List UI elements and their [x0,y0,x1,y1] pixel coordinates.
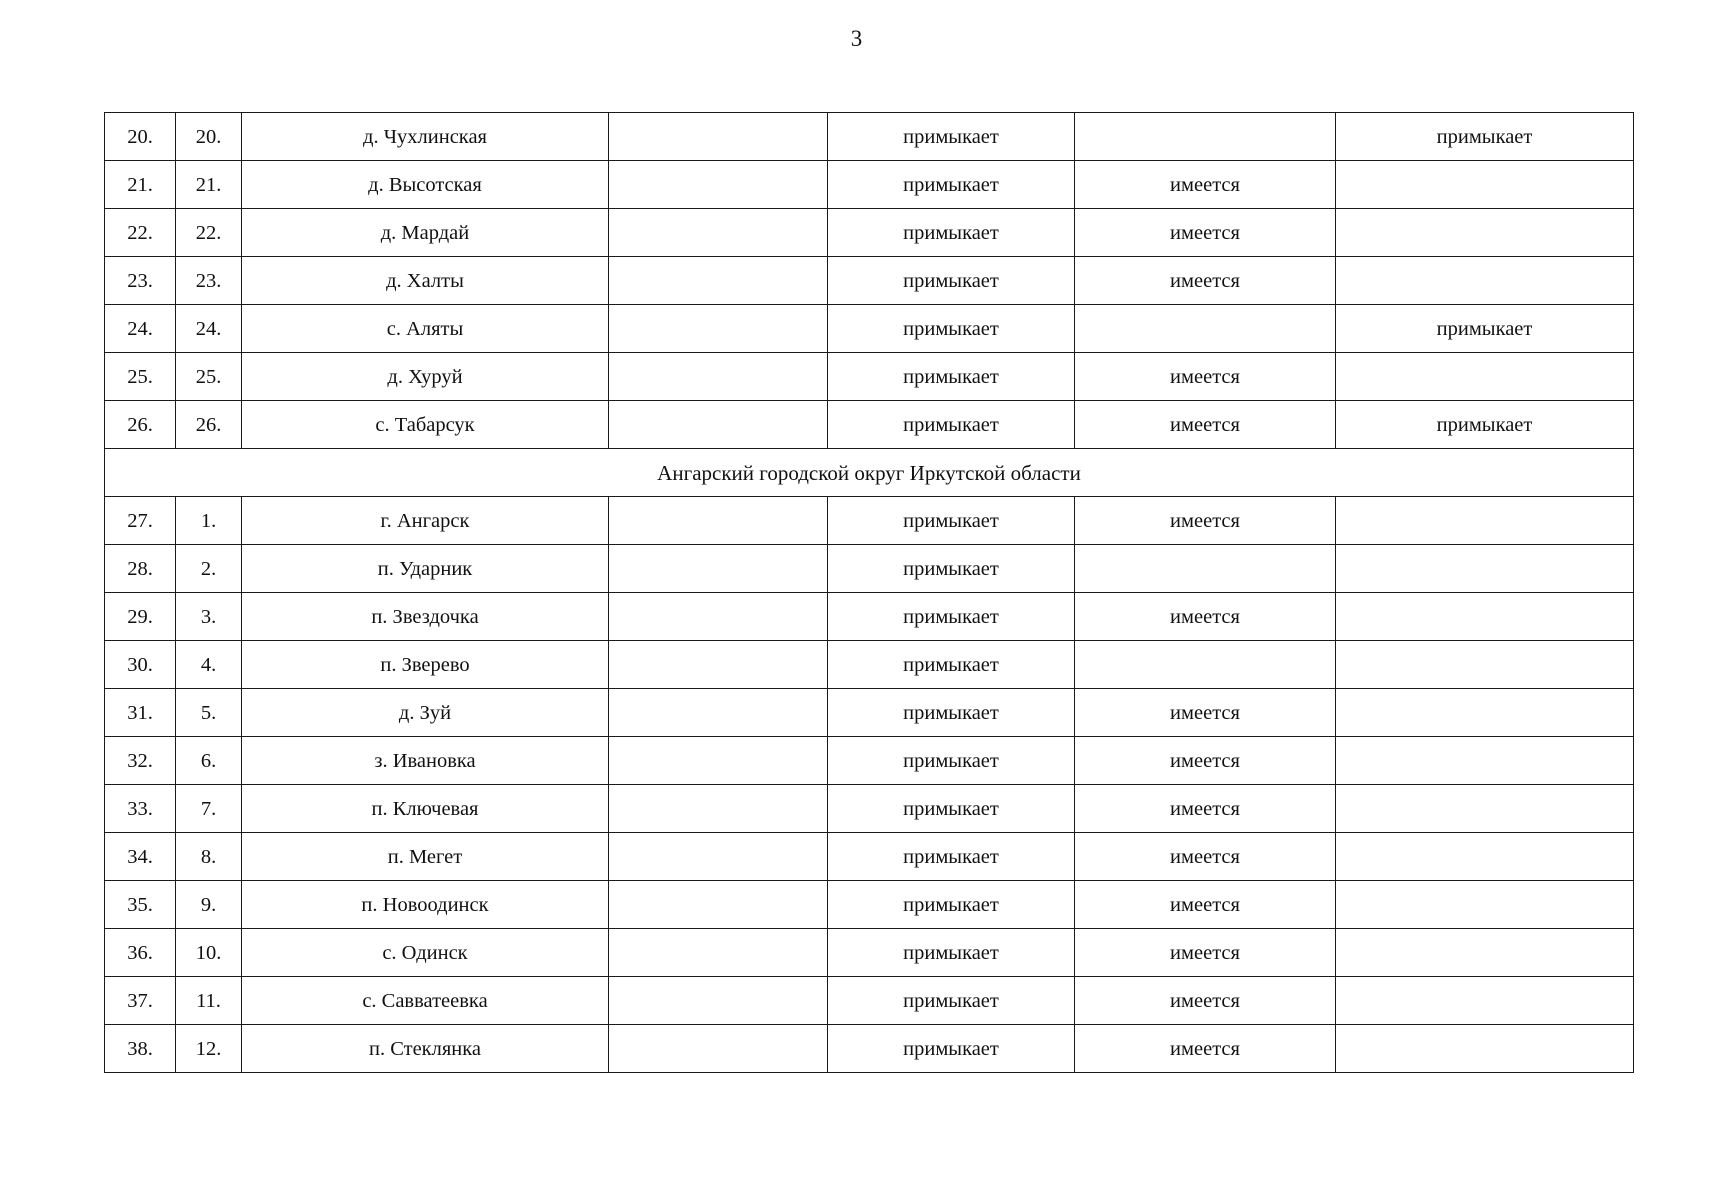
settlement-name-cell: д. Чухлинская [242,113,609,161]
column-4-cell [609,785,828,833]
settlement-name-cell: п. Зверево [242,641,609,689]
sub-number-cell: 11. [176,977,242,1025]
column-4-cell [609,305,828,353]
column-6-cell [1075,545,1336,593]
row-number-cell: 25. [105,353,176,401]
sub-number-cell: 5. [176,689,242,737]
column-4-cell [609,497,828,545]
column-6-cell: имеется [1075,737,1336,785]
column-4-cell [609,737,828,785]
row-number-cell: 27. [105,497,176,545]
column-5-cell: примыкает [828,401,1075,449]
column-6-cell: имеется [1075,929,1336,977]
row-number-cell: 20. [105,113,176,161]
column-4-cell [609,353,828,401]
sub-number-cell: 23. [176,257,242,305]
table-row [105,113,1634,161]
column-6-cell: имеется [1075,833,1336,881]
row-number-cell: 28. [105,545,176,593]
column-6-cell [1075,641,1336,689]
sub-number-cell: 6. [176,737,242,785]
row-number-cell: 24. [105,305,176,353]
row-number-cell: 26. [105,401,176,449]
sub-number-cell: 21. [176,161,242,209]
column-7-cell [1336,353,1634,401]
settlement-name-cell: д. Зуй [242,689,609,737]
column-6-cell: имеется [1075,689,1336,737]
column-6-cell: имеется [1075,161,1336,209]
column-5-cell: примыкает [828,305,1075,353]
settlement-name-cell: с. Одинск [242,929,609,977]
column-7-cell [1336,257,1634,305]
settlement-name-cell: с. Савватеевка [242,977,609,1025]
settlement-name-cell: п. Ударник [242,545,609,593]
column-7-cell: примыкает [1336,113,1634,161]
column-7-cell: примыкает [1336,305,1634,353]
column-5-cell: примыкает [828,929,1075,977]
section-heading-row [105,449,1634,497]
settlement-name-cell: д. Халты [242,257,609,305]
column-4-cell [609,1025,828,1073]
column-6-cell: имеется [1075,353,1336,401]
column-5-cell: примыкает [828,497,1075,545]
column-6-cell: имеется [1075,497,1336,545]
row-number-cell: 35. [105,881,176,929]
column-7-cell [1336,737,1634,785]
column-6-cell: имеется [1075,977,1336,1025]
sub-number-cell: 20. [176,113,242,161]
column-4-cell [609,833,828,881]
column-5-cell: примыкает [828,881,1075,929]
sub-number-cell: 2. [176,545,242,593]
column-6-cell: имеется [1075,785,1336,833]
settlement-name-cell: п. Стеклянка [242,1025,609,1073]
column-5-cell: примыкает [828,977,1075,1025]
settlement-name-cell: п. Звездочка [242,593,609,641]
column-4-cell [609,929,828,977]
sub-number-cell: 10. [176,929,242,977]
column-4-cell [609,593,828,641]
sub-number-cell: 12. [176,1025,242,1073]
column-5-cell: примыкает [828,161,1075,209]
column-7-cell [1336,161,1634,209]
column-6-cell: имеется [1075,401,1336,449]
settlement-name-cell: п. Ключевая [242,785,609,833]
column-6-cell: имеется [1075,593,1336,641]
column-5-cell: примыкает [828,353,1075,401]
column-6-cell: имеется [1075,1025,1336,1073]
table-block-1 [105,113,1634,449]
sub-number-cell: 4. [176,641,242,689]
column-5-cell: примыкает [828,737,1075,785]
column-4-cell [609,161,828,209]
settlements-table [104,112,1634,1073]
row-number-cell: 22. [105,209,176,257]
column-5-cell: примыкает [828,593,1075,641]
settlement-name-cell: с. Аляты [242,305,609,353]
table-row [105,209,1634,257]
column-7-cell [1336,881,1634,929]
sub-number-cell: 9. [176,881,242,929]
section-heading-block [105,449,1634,497]
column-5-cell: примыкает [828,785,1075,833]
column-4-cell [609,401,828,449]
column-7-cell [1336,1025,1634,1073]
column-6-cell: имеется [1075,881,1336,929]
table-row [105,929,1634,977]
column-5-cell: примыкает [828,113,1075,161]
table-block-2 [105,497,1634,1073]
table-row [105,833,1634,881]
settlement-name-cell: з. Ивановка [242,737,609,785]
column-5-cell: примыкает [828,689,1075,737]
column-4-cell [609,257,828,305]
column-5-cell: примыкает [828,1025,1075,1073]
column-7-cell [1336,977,1634,1025]
settlement-name-cell: д. Хуруй [242,353,609,401]
column-5-cell: примыкает [828,257,1075,305]
settlement-name-cell: д. Мардай [242,209,609,257]
column-7-cell [1336,833,1634,881]
table-row [105,161,1634,209]
column-4-cell [609,641,828,689]
row-number-cell: 30. [105,641,176,689]
column-7-cell [1336,641,1634,689]
table-row [105,881,1634,929]
table-row [105,737,1634,785]
sub-number-cell: 24. [176,305,242,353]
column-4-cell [609,881,828,929]
column-7-cell [1336,593,1634,641]
row-number-cell: 23. [105,257,176,305]
sub-number-cell: 3. [176,593,242,641]
settlement-name-cell: п. Новоодинск [242,881,609,929]
table-row [105,497,1634,545]
table-row [105,1025,1634,1073]
column-4-cell [609,113,828,161]
table-row [105,257,1634,305]
column-7-cell: примыкает [1336,401,1634,449]
section-heading: Ангарский городской округ Иркутской области [105,449,1634,497]
row-number-cell: 31. [105,689,176,737]
column-6-cell [1075,113,1336,161]
table-row [105,977,1634,1025]
sub-number-cell: 8. [176,833,242,881]
row-number-cell: 29. [105,593,176,641]
sub-number-cell: 22. [176,209,242,257]
table-row [105,785,1634,833]
column-6-cell [1075,305,1336,353]
column-6-cell: имеется [1075,257,1336,305]
column-6-cell: имеется [1075,209,1336,257]
column-7-cell [1336,689,1634,737]
column-5-cell: примыкает [828,641,1075,689]
row-number-cell: 32. [105,737,176,785]
table-row [105,545,1634,593]
settlement-name-cell: с. Табарсук [242,401,609,449]
column-5-cell: примыкает [828,209,1075,257]
sub-number-cell: 25. [176,353,242,401]
table-row [105,641,1634,689]
column-7-cell [1336,545,1634,593]
settlement-name-cell: д. Высотская [242,161,609,209]
row-number-cell: 38. [105,1025,176,1073]
page-number: 3 [850,26,863,51]
column-7-cell [1336,929,1634,977]
column-4-cell [609,689,828,737]
row-number-cell: 34. [105,833,176,881]
table-row [105,305,1634,353]
table-row [105,353,1634,401]
column-5-cell: примыкает [828,833,1075,881]
table-row [105,593,1634,641]
row-number-cell: 21. [105,161,176,209]
settlement-name-cell: п. Мегет [242,833,609,881]
table-row [105,689,1634,737]
column-4-cell [609,977,828,1025]
column-7-cell [1336,785,1634,833]
column-5-cell: примыкает [828,545,1075,593]
column-4-cell [609,545,828,593]
row-number-cell: 37. [105,977,176,1025]
row-number-cell: 36. [105,929,176,977]
row-number-cell: 33. [105,785,176,833]
table-row [105,401,1634,449]
column-7-cell [1336,209,1634,257]
column-7-cell [1336,497,1634,545]
settlement-name-cell: г. Ангарск [242,497,609,545]
sub-number-cell: 7. [176,785,242,833]
column-4-cell [609,209,828,257]
sub-number-cell: 1. [176,497,242,545]
sub-number-cell: 26. [176,401,242,449]
